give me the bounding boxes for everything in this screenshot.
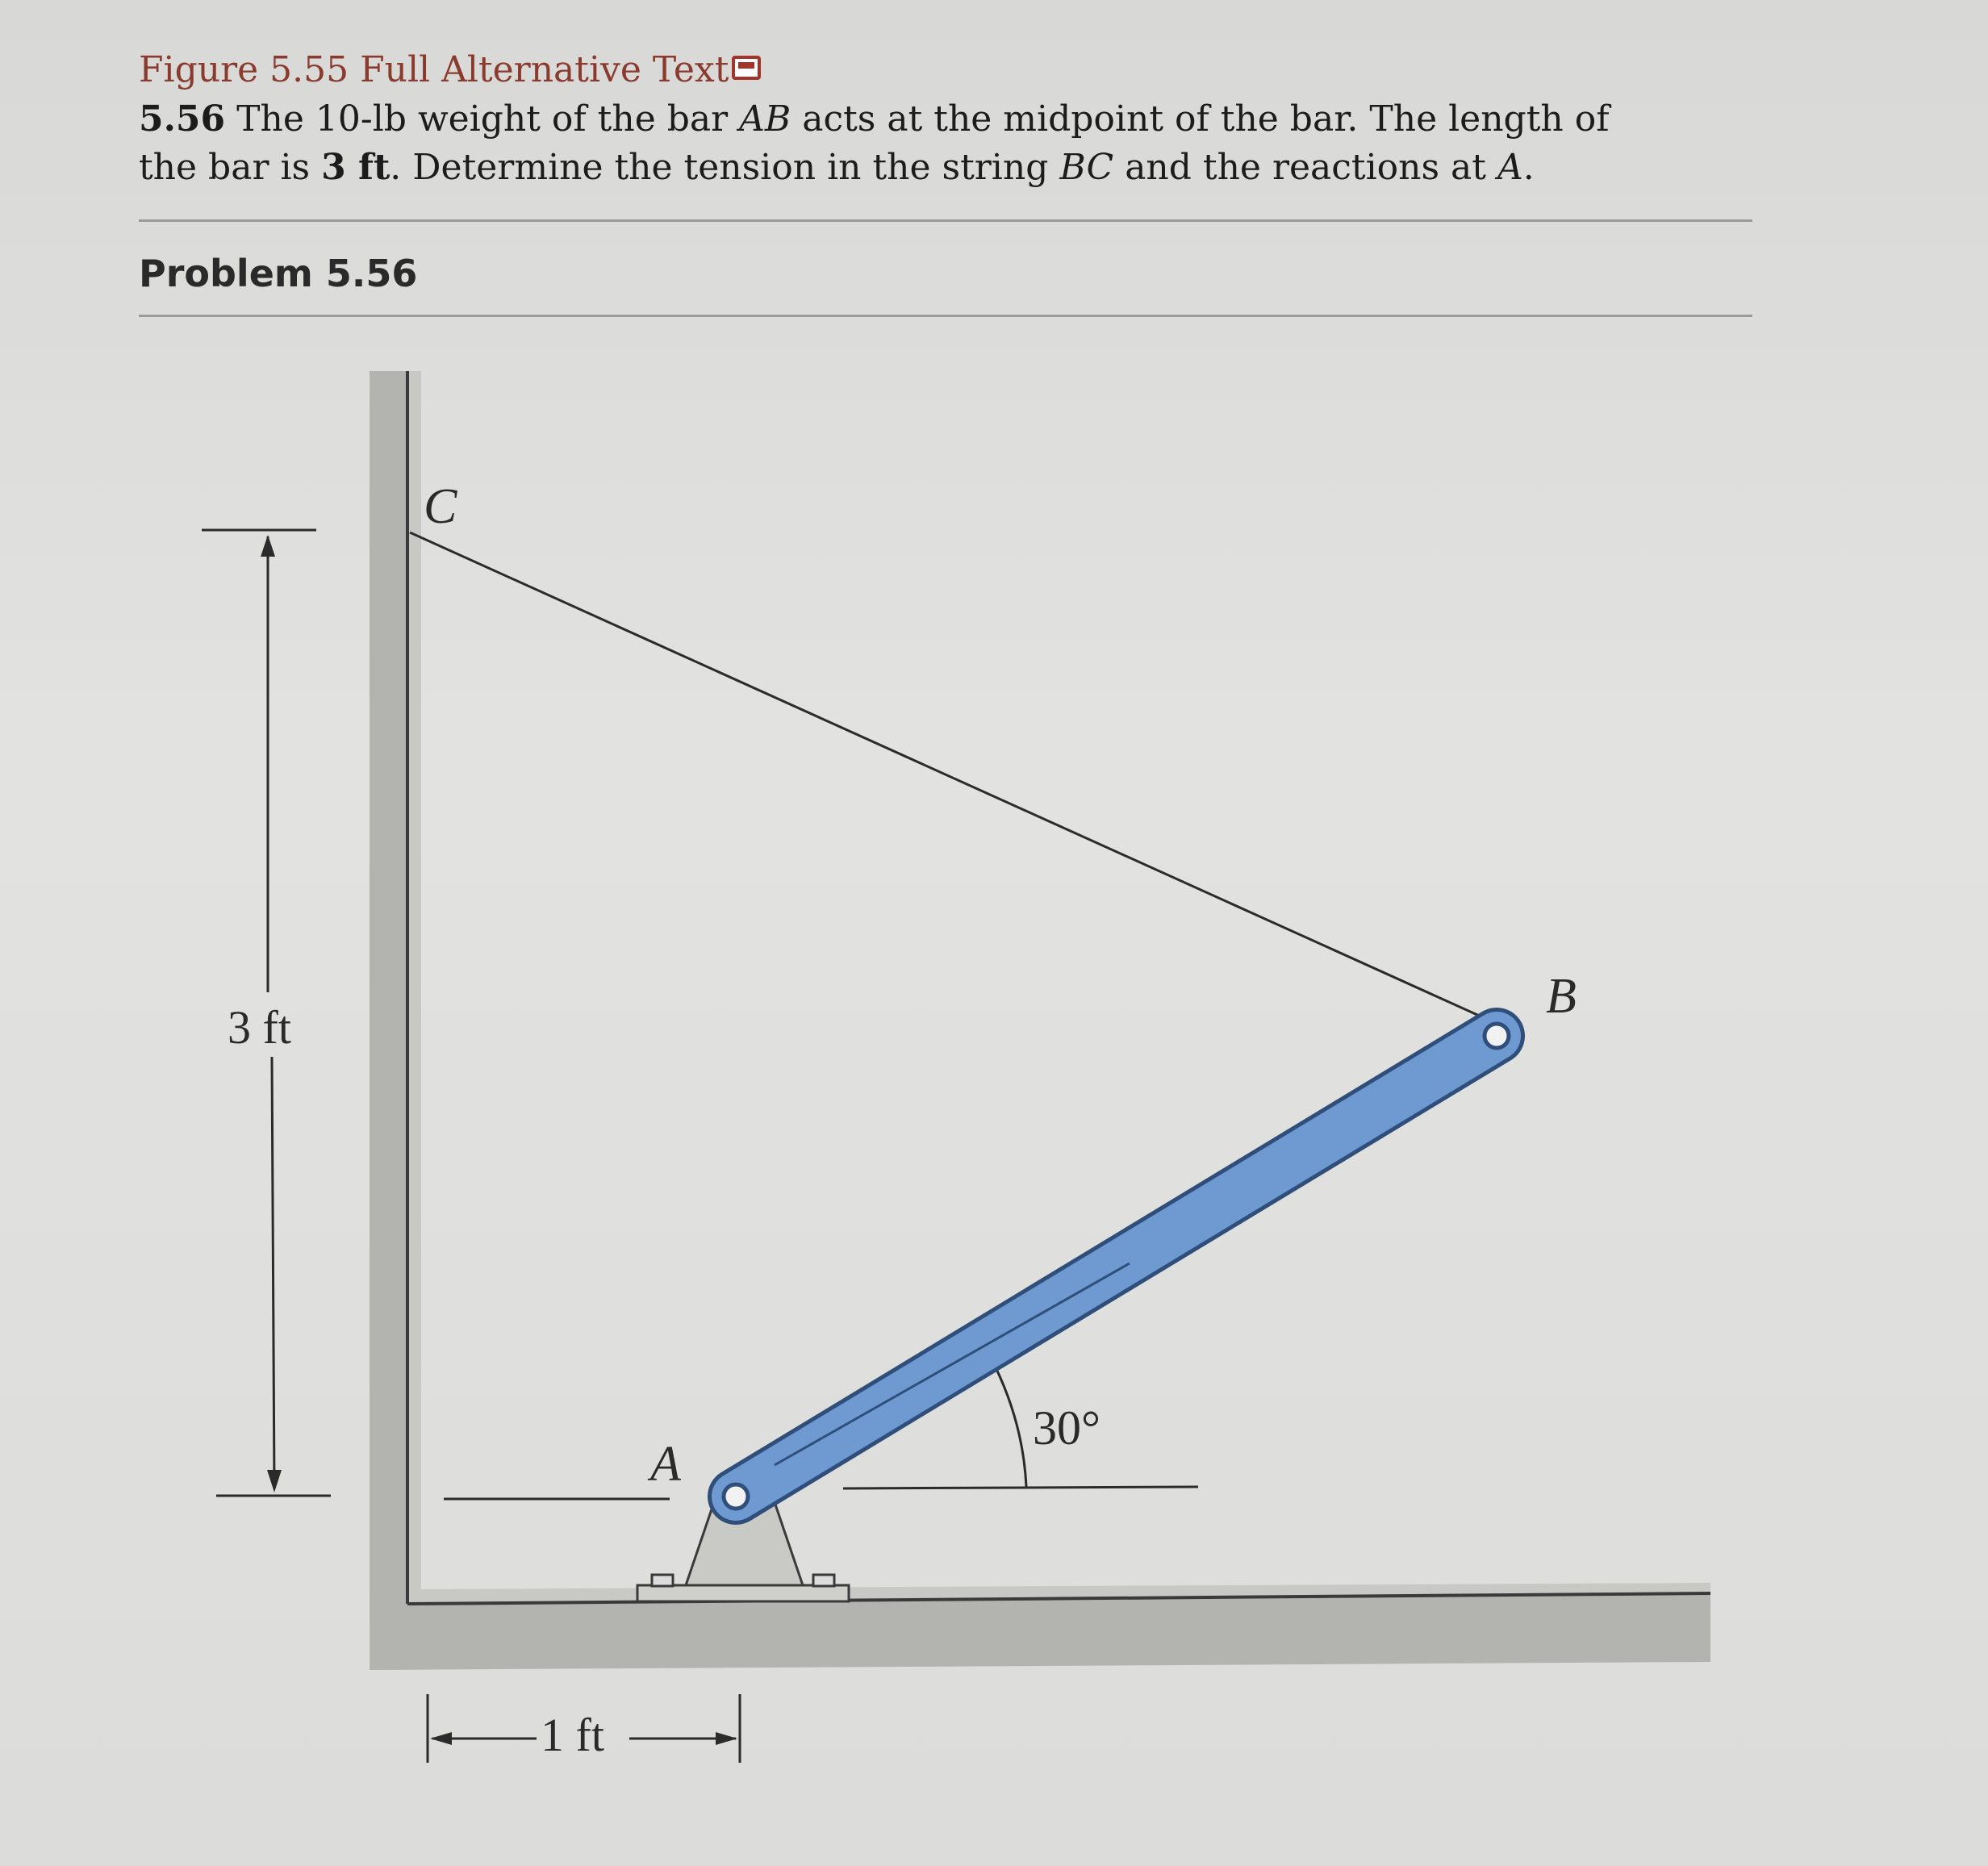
problem-text-segment: acts at the midpoint of the bar. The length of [791, 98, 1610, 140]
problem-text-segment: . Determine the tension in the string [390, 147, 1060, 188]
label-b: B [1546, 969, 1577, 1024]
problem-number: 5.56 [139, 98, 226, 140]
problem-text-segment: . [1522, 147, 1535, 188]
label-c: C [424, 479, 457, 534]
angle-arc [991, 1358, 1026, 1487]
dimension-label-1ft: 1 ft [541, 1709, 604, 1761]
label-a: A [650, 1437, 681, 1492]
reference-line-right [843, 1487, 1198, 1488]
figure-link-text[interactable]: Figure 5.55 Full Alternative Text [139, 49, 729, 90]
bar-name: AB [739, 98, 791, 140]
angle-label: 30° [1033, 1401, 1100, 1455]
string-name: BC [1059, 147, 1114, 188]
bar-length: 3 ft [321, 147, 390, 188]
problem-text-segment: and the reactions at [1113, 147, 1497, 188]
support-name: A [1497, 147, 1523, 188]
problem-text-segment: the bar is [139, 147, 322, 188]
problem-label: Problem 5.56 [139, 252, 418, 295]
problem-text-segment: The 10-lb weight of the bar [236, 98, 740, 140]
string-bc [410, 532, 1485, 1018]
dimension-label-3ft: 3 ft [228, 1001, 291, 1054]
bar-ab [724, 1024, 1509, 1509]
